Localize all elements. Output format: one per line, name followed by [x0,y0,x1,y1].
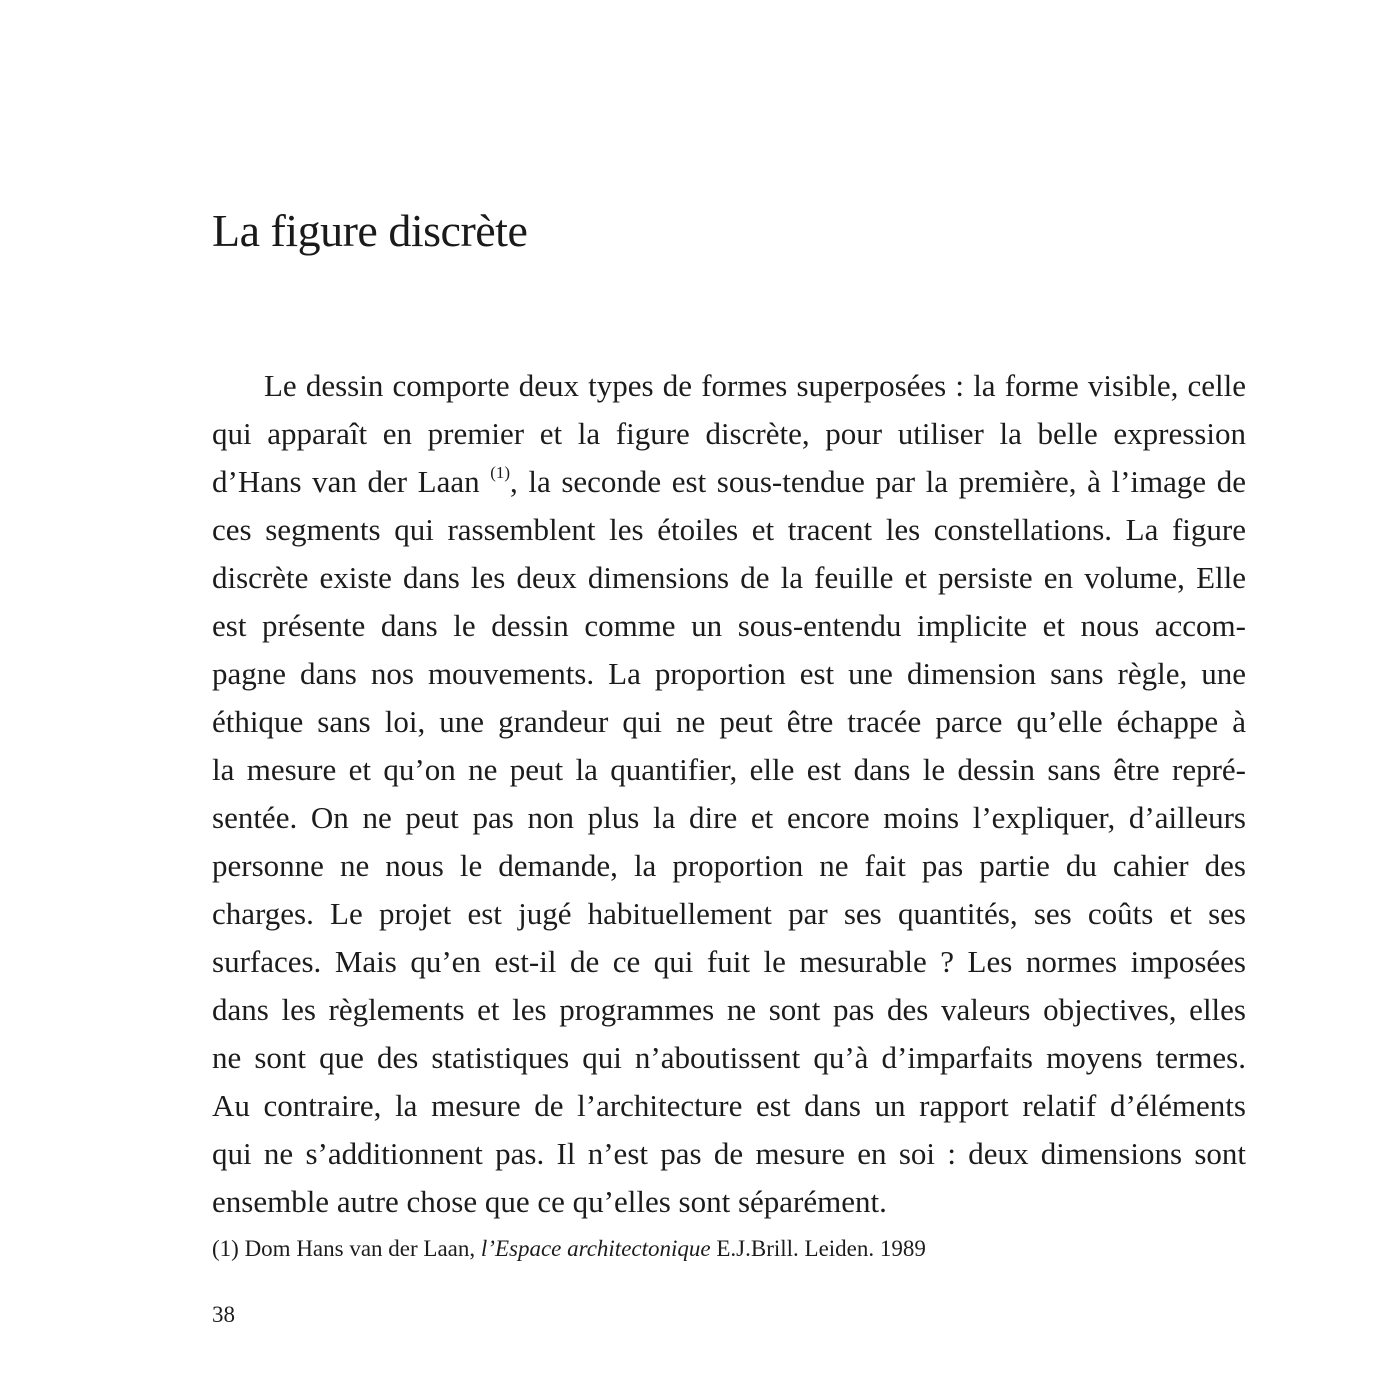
paragraph-line: discrète existe dans les deux dimensions de la feuille et persiste en volume, Elle [212,560,1246,595]
paragraph-line: Au contraire, la mesure de l’architecture est dans un rapport relatif d’éléments [212,1088,1246,1123]
footnote-text: (1) Dom Hans van der Laan, [212,1236,481,1261]
footnote [212,1232,926,1266]
paragraph-line: qui apparaît en premier et la figure discrète, pour utiliser la belle expression [212,416,1246,451]
paragraph-line: éthique sans loi, une grandeur qui ne peut être tracée parce qu’elle échappe à [212,704,1246,739]
paragraph-line: surfaces. Mais qu’en est-il de ce qui fuit le mesurable ? Les normes imposées [212,944,1246,979]
paragraph-line: est présente dans le dessin comme un sous-entendu implicite et nous accom- [212,608,1246,643]
paragraph-line: ces segments qui rassemblent les étoiles et tracent les constellations. La figure [212,512,1246,547]
paragraph-line: ensemble autre chose que ce qu’elles sont séparément. [212,1184,887,1219]
paragraph-line: personne ne nous le demande, la proportion ne fait pas partie du cahier des [212,848,1246,883]
paragraph-line-segment: d’Hans van der Laan [212,464,480,499]
paragraph-line-segment: , la seconde est sous-tendue par la première, à l’image de [510,464,1246,499]
paragraph-line: charges. Le projet est jugé habituellement par ses quantités, ses coûts et ses [212,896,1246,931]
paragraph-line: la mesure et qu’on ne peut la quantifier, elle est dans le dessin sans être repré- [212,752,1246,787]
paragraph-line: ne sont que des statistiques qui n’aboutissent qu’à d’imparfaits moyens termes. [212,1040,1246,1075]
paragraph-line: Le dessin comporte deux types de formes superposées : la forme visible, celle [264,368,1246,403]
footnote-reference: (1) [490,463,511,482]
paragraph-line: pagne dans nos mouvements. La proportion est une dimension sans règle, une [212,656,1246,691]
chapter-title: La figure discrète [212,205,528,256]
paragraph-line: dans les règlements et les programmes ne sont pas des valeurs objectives, elles [212,992,1246,1027]
paragraph-line: qui ne s’additionnent pas. Il n’est pas de mesure en soi : deux dimensions sont [212,1136,1246,1171]
body-paragraph [212,362,1246,1226]
paragraph-line: sentée. On ne peut pas non plus la dire et encore moins l’expliquer, d’ailleurs [212,800,1246,835]
page-number: 38 [212,1302,235,1327]
footnote-book-title: l’Espace architectonique [480,1236,711,1261]
footnote-publisher: E.J.Brill. Leiden. 1989 [710,1236,926,1261]
paragraph-line-with-footnote-ref [212,458,1246,506]
